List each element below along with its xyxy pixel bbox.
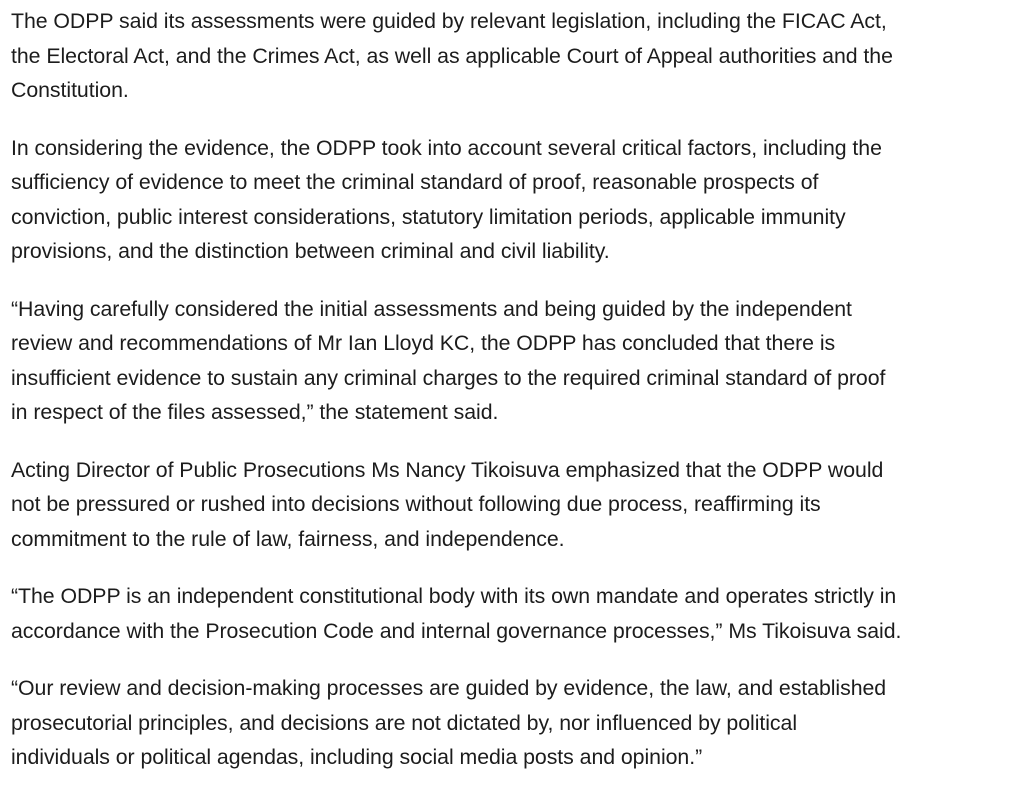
paragraph-review-process-quote: [11, 671, 1016, 775]
paragraph-acting-director: [11, 453, 1016, 557]
text-line: insufficient evidence to sustain any criminal charges to the required criminal standard of proof: [11, 365, 886, 390]
text-line: sufficiency of evidence to meet the criminal standard of proof, reasonable prospects of: [11, 170, 819, 194]
text-line: review and recommendations of Mr Ian Lloyd KC, the ODPP has concluded that there is: [11, 331, 836, 355]
text-line: not be pressured or rushed into decisions without following due process, reaffirming its: [11, 492, 821, 516]
text-line: prosecutorial principles, and decisions are not dictated by, nor influenced by political: [11, 710, 798, 735]
text-line: in respect of the files assessed,” the statement said.: [11, 400, 499, 424]
text-line: conviction, public interest considerations, statutory limitation periods, applicable immunity: [11, 204, 846, 229]
article-body: [11, 4, 1016, 798]
paragraph-independent-body-quote: [11, 579, 1016, 648]
paragraph-legislation: [11, 4, 1016, 108]
text-line: commitment to the rule of law, fairness, and independence.: [11, 526, 565, 551]
text-line: “The ODPP is an independent constitutional body with its own mandate and operates strictly in: [11, 584, 897, 608]
paragraph-statement-quote: [11, 292, 1016, 430]
text-line: Constitution.: [11, 78, 129, 102]
text-line: individuals or political agendas, including social media posts and opinion.”: [11, 745, 703, 769]
text-line: In considering the evidence, the ODPP took into account several critical factors, including the: [11, 135, 882, 160]
text-line: the Electoral Act, and the Crimes Act, as well as applicable Court of Appeal authorities and the: [11, 43, 893, 68]
text-line: “Our review and decision-making processes are guided by evidence, the law, and established: [11, 676, 887, 700]
text-line: “Having carefully considered the initial assessments and being guided by the independent: [11, 296, 852, 321]
paragraph-evidence-factors: [11, 131, 1016, 269]
text-line: The ODPP said its assessments were guided by relevant legislation, including the FICAC Act,: [11, 9, 887, 33]
text-line: provisions, and the distinction between criminal and civil liability.: [11, 239, 610, 263]
text-line: Acting Director of Public Prosecutions Ms Nancy Tikoisuva emphasized that the ODPP would: [11, 457, 884, 482]
text-line: accordance with the Prosecution Code and internal governance processes,” Ms Tikoisuva said.: [11, 618, 902, 643]
